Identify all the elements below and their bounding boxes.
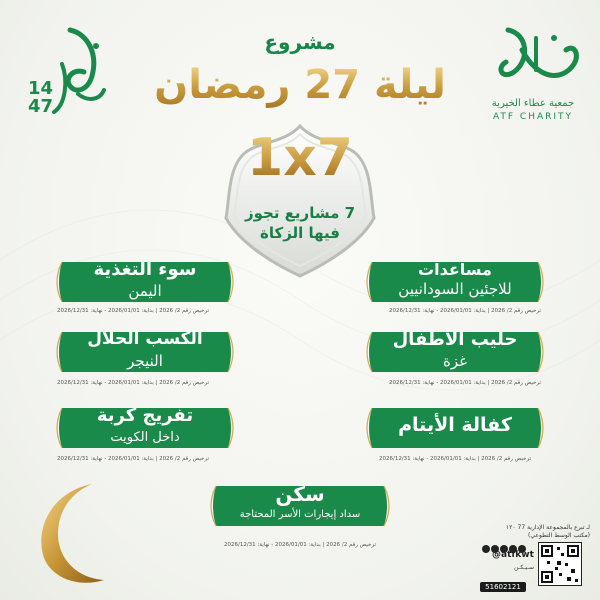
charity-name-en: ATF CHARITY [492, 112, 574, 122]
center-badge [222, 122, 378, 280]
card-title: سكن [275, 482, 325, 506]
card-dates-sudan: ترخيص رقم 2/ 2026 | بداية: 2026/01/01 - نهاية: 2026/12/31 [388, 308, 542, 314]
card-subtitle: النيجر [127, 352, 163, 370]
card-title: سوء التغذية [93, 259, 197, 280]
crescent-moon-icon [22, 478, 122, 588]
project-card-niger[interactable] [50, 326, 240, 378]
card-dates-housing: ترخيص رقم 2/ 2026 | بداية: 2026/01/01 - نهاية: 2026/12/31 [223, 542, 377, 548]
social-handle[interactable]: @atfkwt [492, 550, 534, 560]
badge-line-2: فيها الزكاة [259, 224, 341, 242]
contact-line-1: لـ تبرع بالمجموعة الإدارية 77 ١٢٠ [505, 524, 590, 531]
card-subtitle: داخل الكويت [110, 430, 180, 445]
contact-sub: سـيـكـن [514, 564, 534, 571]
contact-line-2: (مكتب الوسط التطوعي) [528, 532, 590, 539]
contact-block [480, 524, 590, 594]
card-subtitle: سداد إيجارات الأسر المحتاجة [239, 509, 361, 520]
card-title: الكسب الحلال [87, 329, 203, 349]
project-card-orphans[interactable] [360, 402, 550, 454]
project-card-sudan[interactable] [360, 256, 550, 308]
qr-code-icon[interactable] [538, 542, 582, 586]
badge-line-1: 7 مشاريع تجوز [244, 204, 356, 222]
project-card-housing[interactable] [204, 480, 396, 532]
header-kicker: مشروع [264, 30, 336, 54]
card-dates-orphans: ترخيص رقم 2/ 2026 | بداية: 2026/01/01 - نهاية: 2026/12/31 [378, 456, 532, 462]
phone-number[interactable]: 51602121 [480, 582, 526, 592]
badge-main-text: 1x7 [222, 128, 378, 188]
instagram-icon[interactable] [482, 545, 490, 553]
card-title: تفريج كربة [96, 405, 194, 426]
project-card-kuwait[interactable] [50, 402, 240, 454]
card-title: مساعدات [418, 260, 492, 279]
social-icons [482, 538, 536, 548]
card-title: حليب الأطفال [392, 329, 518, 350]
card-subtitle: اليمن [128, 282, 162, 300]
card-dates-yemen: ترخيص رقم 2/ 2026 | بداية: 2026/01/01 - نهاية: 2026/12/31 [56, 308, 210, 314]
card-dates-gaza: ترخيص رقم 2/ 2026 | بداية: 2026/01/01 - نهاية: 2026/12/31 [388, 380, 542, 386]
project-card-gaza[interactable] [360, 326, 550, 378]
card-subtitle: للاجئين السودانيين [398, 280, 512, 298]
card-dates-niger: ترخيص رقم 2/ 2026 | بداية: 2026/01/01 - نهاية: 2026/12/31 [56, 380, 210, 386]
project-card-yemen[interactable] [50, 256, 240, 308]
card-title: كفالة الأيتام [398, 414, 512, 436]
card-subtitle: غزة [443, 352, 467, 370]
page-title: ليلة 27 رمضان [0, 62, 600, 108]
card-dates-kuwait: ترخيص رقم 2/ 2026 | بداية: 2026/01/01 - نهاية: 2026/12/31 [56, 456, 210, 462]
